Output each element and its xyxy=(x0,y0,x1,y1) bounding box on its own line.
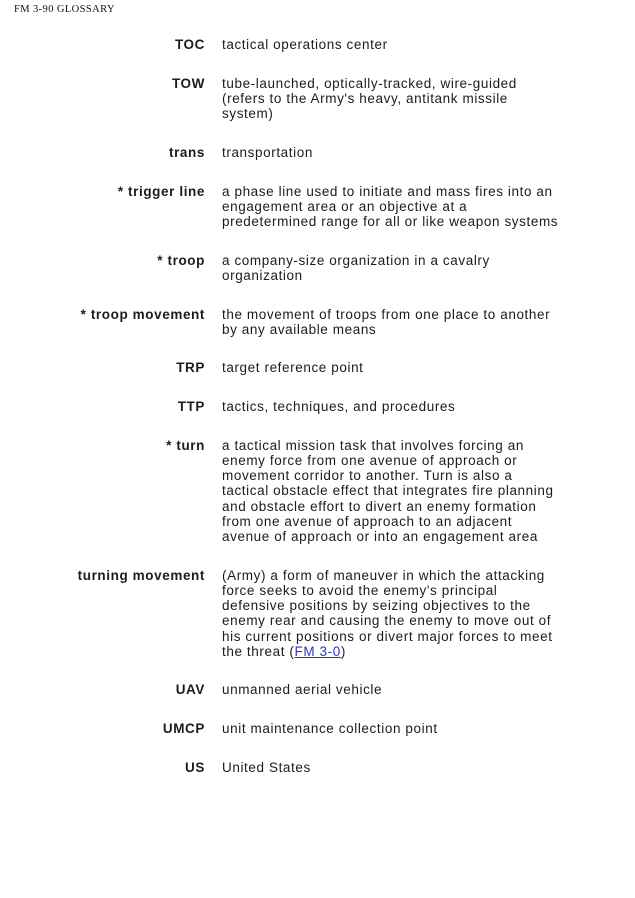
glossary-term: * troop movement xyxy=(80,306,205,322)
glossary-term: US xyxy=(185,759,205,775)
glossary-term: TTP xyxy=(177,399,205,415)
definition-text: United States xyxy=(222,759,311,775)
glossary-term: TOW xyxy=(171,75,205,91)
glossary-entry xyxy=(14,568,635,659)
glossary-term: TOC xyxy=(174,37,205,52)
definition-text: the movement of troops from one place to another by any available means xyxy=(222,306,551,337)
glossary-entry xyxy=(14,682,635,697)
definition-text: tactical operations center xyxy=(222,37,388,52)
definition-text: ) xyxy=(340,643,346,659)
definition-text: tube-launched, optically-tracked, wire-guided (refers to the Army's heavy, antitank missile system) xyxy=(222,75,517,122)
glossary-entry xyxy=(14,721,635,736)
glossary-term: UMCP xyxy=(162,721,205,737)
definition-text: unit maintenance collection point xyxy=(222,721,438,737)
glossary-definition xyxy=(222,682,561,697)
glossary-entry xyxy=(14,360,635,375)
glossary-definition xyxy=(222,145,561,160)
definition-text: a company-size organization in a cavalry organization xyxy=(222,252,490,283)
glossary-definition xyxy=(222,438,561,544)
glossary-definition xyxy=(222,721,561,736)
definition-text: tactics, techniques, and procedures xyxy=(222,399,456,415)
definition-text: unmanned aerial vehicle xyxy=(222,682,383,698)
glossary-entry xyxy=(14,307,635,337)
glossary-entry xyxy=(14,760,635,775)
glossary-definition xyxy=(222,184,561,230)
glossary-entry xyxy=(14,145,635,160)
glossary-term: * turn xyxy=(166,437,205,453)
glossary-definition xyxy=(222,399,561,414)
glossary-entry xyxy=(14,253,635,283)
glossary-term: trans xyxy=(168,144,205,160)
definition-text: a tactical mission task that involves forcing an enemy force from one avenue of approach or movement corridor to another. Turn is also a tactical obstacle effect that integrates fire planning and obstacle effort to divert an enemy formation from one avenue of approach to an adjacent avenue of approach or into an engagement area xyxy=(222,437,554,545)
glossary-definition xyxy=(222,307,561,337)
glossary-definition xyxy=(222,253,561,283)
fm-3-0-link[interactable]: FM 3-0 xyxy=(294,643,341,659)
glossary-definition xyxy=(222,568,561,659)
glossary-entry xyxy=(14,184,635,230)
glossary-entry xyxy=(14,438,635,544)
glossary-term: UAV xyxy=(175,682,205,698)
definition-text: (Army) a form of maneuver in which the attacking force seeks to avoid the enemy's principal defensive positions by seizing objectives to the enemy rear and causing the enemy to move out of his current positions or divert major forces to meet the threat ( xyxy=(222,567,553,659)
definition-text: a phase line used to initiate and mass fires into an engagement area or an objective at a predetermined range for all or like weapon systems xyxy=(222,183,559,229)
glossary-entry xyxy=(14,37,635,52)
definition-text: transportation xyxy=(222,144,313,160)
glossary-entries xyxy=(14,37,635,775)
glossary-entry xyxy=(14,76,635,122)
glossary-definition xyxy=(222,760,561,775)
glossary-term: TRP xyxy=(176,360,205,376)
page-header: FM 3-90 GLOSSARY xyxy=(14,4,115,15)
glossary-definition xyxy=(222,360,561,375)
glossary-term: * troop xyxy=(157,252,205,268)
glossary-term: turning movement xyxy=(77,567,205,583)
glossary-definition xyxy=(222,37,561,52)
glossary-term: * trigger line xyxy=(117,183,205,199)
definition-text: target reference point xyxy=(222,360,364,376)
glossary-definition xyxy=(222,76,561,122)
glossary-entry xyxy=(14,399,635,414)
